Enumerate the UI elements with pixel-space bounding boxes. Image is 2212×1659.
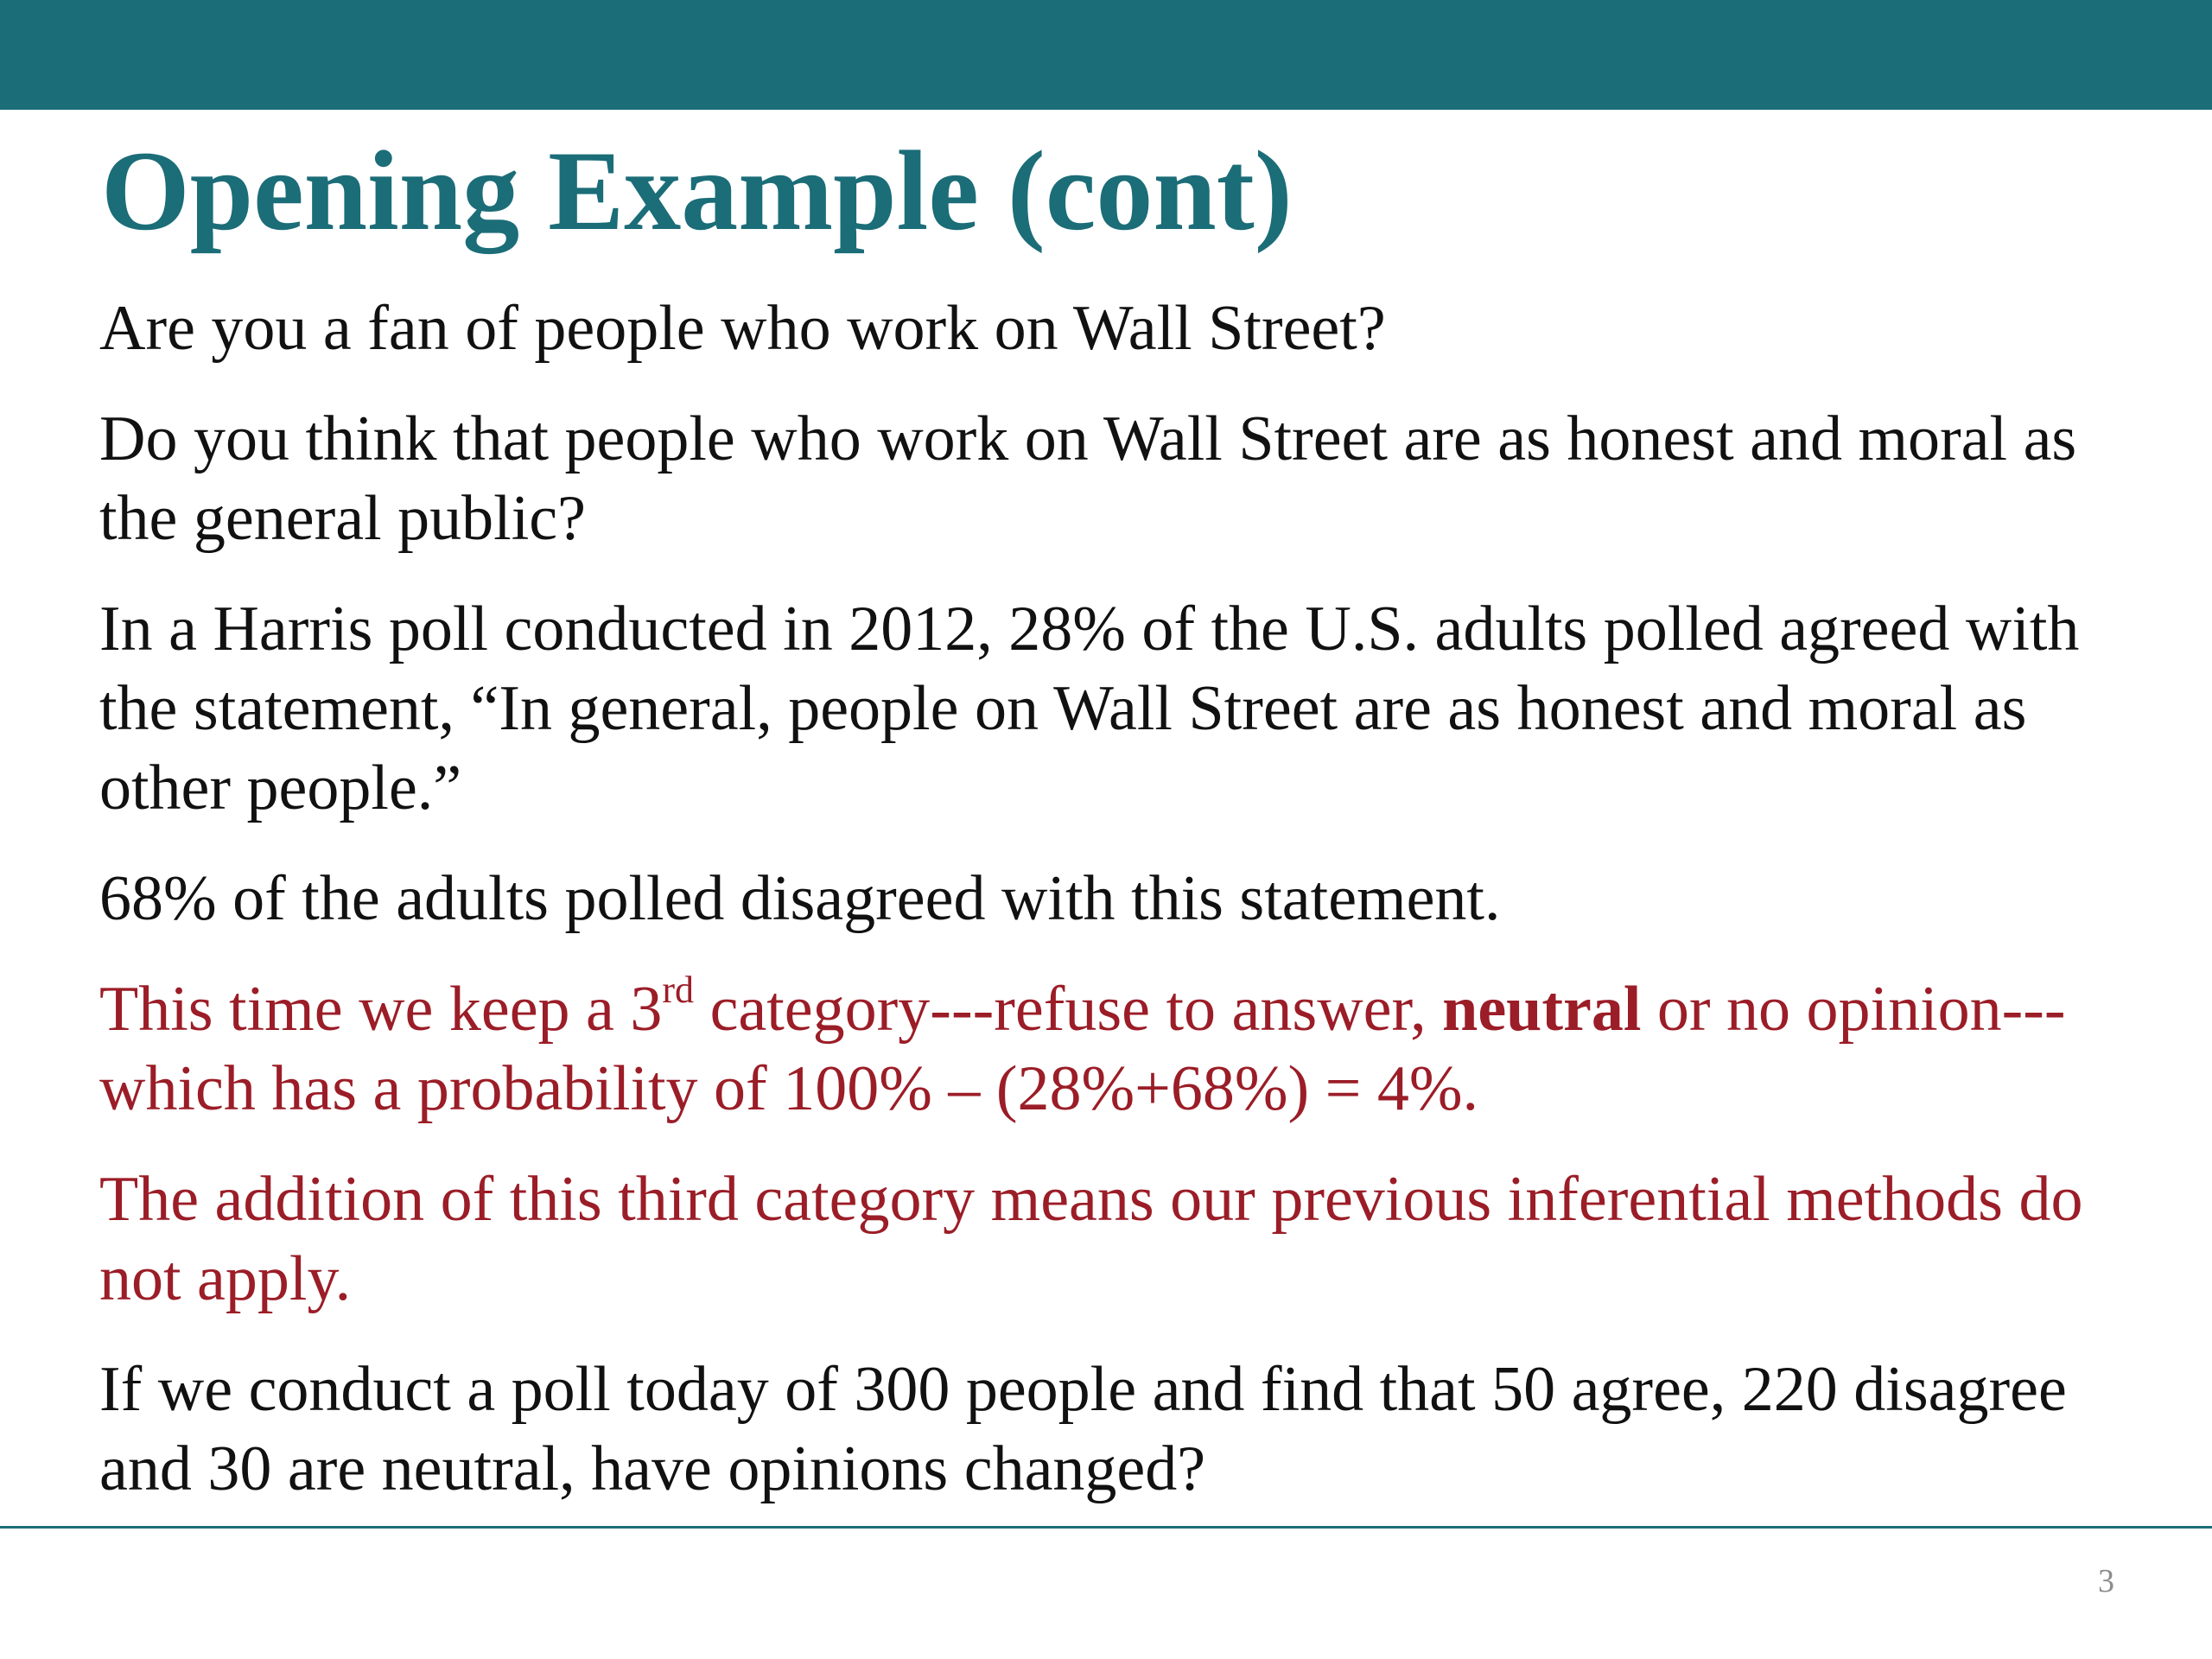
- header-bar: [0, 0, 2212, 110]
- footer-divider: [0, 1526, 2212, 1529]
- ordinal-superscript: rd: [662, 969, 695, 1012]
- paragraph-question-honest: Do you think that people who work on Wall Street are as honest and moral as the general public?: [99, 404, 2077, 554]
- third-category-text-1: This time we keep a 3: [99, 974, 663, 1045]
- third-category-text-2: category---refuse to answer,: [694, 974, 1443, 1045]
- third-category-text-3: or no opinion---which has a probability of 100% – (28%+68%) = 4%.: [99, 974, 2066, 1124]
- paragraph-question-fan: Are you a fan of people who work on Wall Street?: [99, 293, 1386, 364]
- paragraph-new-poll-question: If we conduct a poll today of 300 people and find that 50 agree, 220 disagree and 30 are neutral, have opinions changed?: [99, 1354, 2067, 1504]
- neutral-emphasis: neutral: [1442, 974, 1642, 1045]
- paragraph-third-category: [99, 969, 2121, 1128]
- slide-title: Opening Example (cont): [101, 127, 1293, 254]
- paragraph-methods-not-apply: The addition of this third category means our previous inferential methods do not apply.: [99, 1164, 2083, 1314]
- slide-body: [99, 289, 2121, 1540]
- page-number: 3: [2098, 1563, 2114, 1599]
- paragraph-disagree: 68% of the adults polled disagreed with this statement.: [99, 863, 1501, 934]
- paragraph-harris-poll: In a Harris poll conducted in 2012, 28% of the U.S. adults polled agreed with the statement, “In general, people on Wall Street are as honest and moral as other people.”: [99, 594, 2080, 823]
